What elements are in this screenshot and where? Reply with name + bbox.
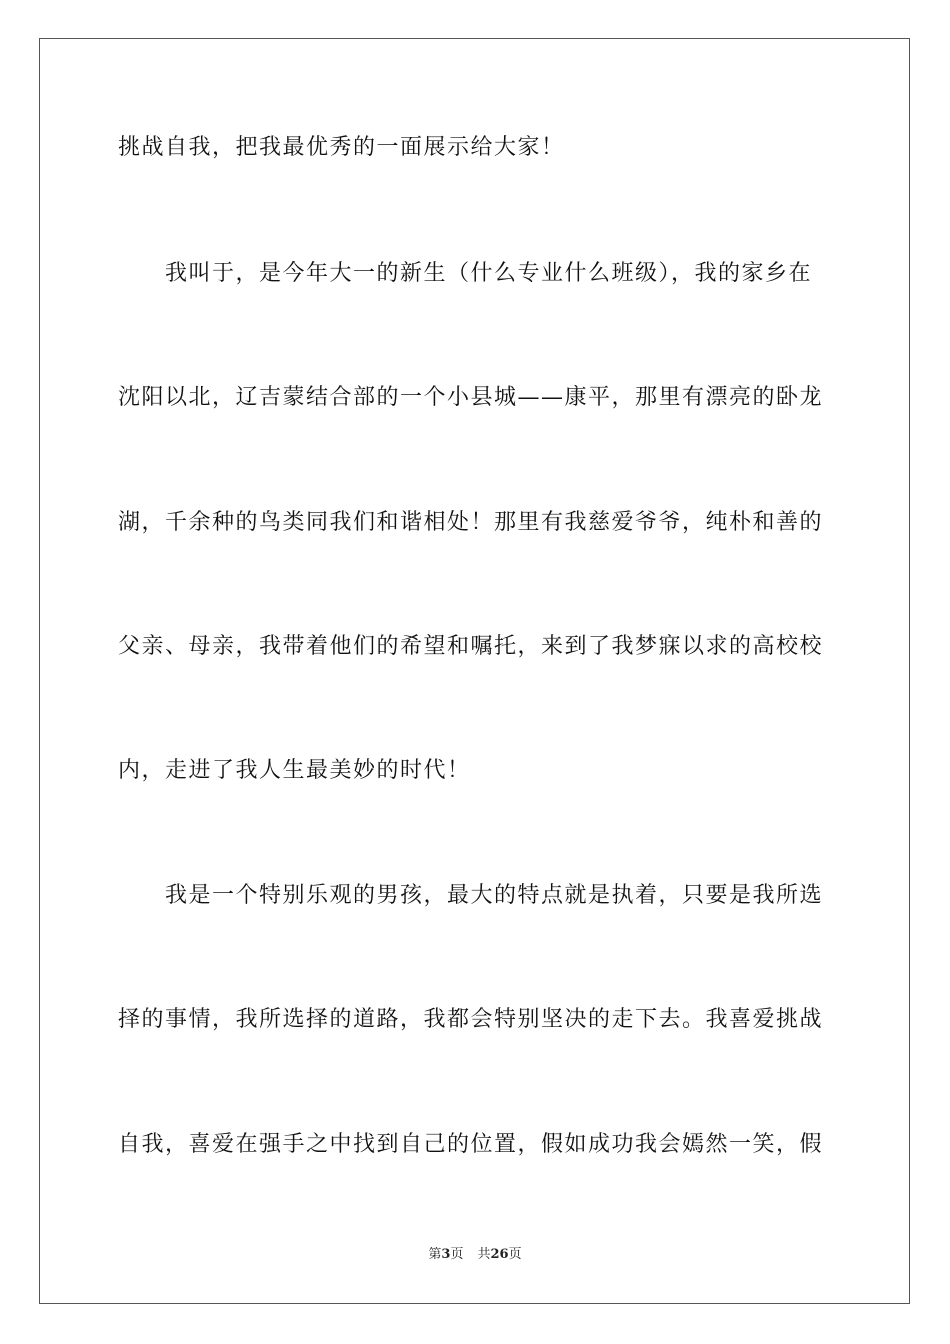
- text-line-4: 湖，千余种的鸟类同我们和谐相处！那里有我慈爱爷爷，纯朴和善的: [118, 510, 824, 535]
- text-line-9: 自我，喜爱在强手之中找到自己的位置，假如成功我会嫣然一笑，假: [118, 1132, 824, 1157]
- page-footer: [0, 1246, 950, 1264]
- page-number: 3: [441, 1247, 451, 1262]
- text-line-3: 沈阳以北，辽吉蒙结合部的一个小县城——康平，那里有漂亮的卧龙: [118, 385, 824, 410]
- page-border: [39, 38, 910, 1304]
- text-line-1: 挑战自我，把我最优秀的一面展示给大家！: [118, 135, 565, 160]
- total-pages: 26: [490, 1247, 509, 1262]
- page-prefix: 第: [428, 1247, 442, 1262]
- text-line-5: 父亲、母亲，我带着他们的希望和嘱托，来到了我梦寐以求的高校校: [118, 634, 824, 659]
- text-line-2: 我叫于，是今年大一的新生（什么专业什么班级），我的家乡在: [118, 261, 813, 286]
- text-line-6: 内，走进了我人生最美妙的时代！: [118, 758, 471, 783]
- text-line-8: 择的事情，我所选择的道路，我都会特别坚决的走下去。我喜爱挑战: [118, 1007, 824, 1032]
- total-prefix: 共: [477, 1247, 491, 1262]
- text-line-7: 我是一个特别乐观的男孩，最大的特点就是执着，只要是我所选: [118, 883, 824, 908]
- total-suffix: 页: [508, 1247, 522, 1262]
- page-suffix: 页: [450, 1247, 464, 1262]
